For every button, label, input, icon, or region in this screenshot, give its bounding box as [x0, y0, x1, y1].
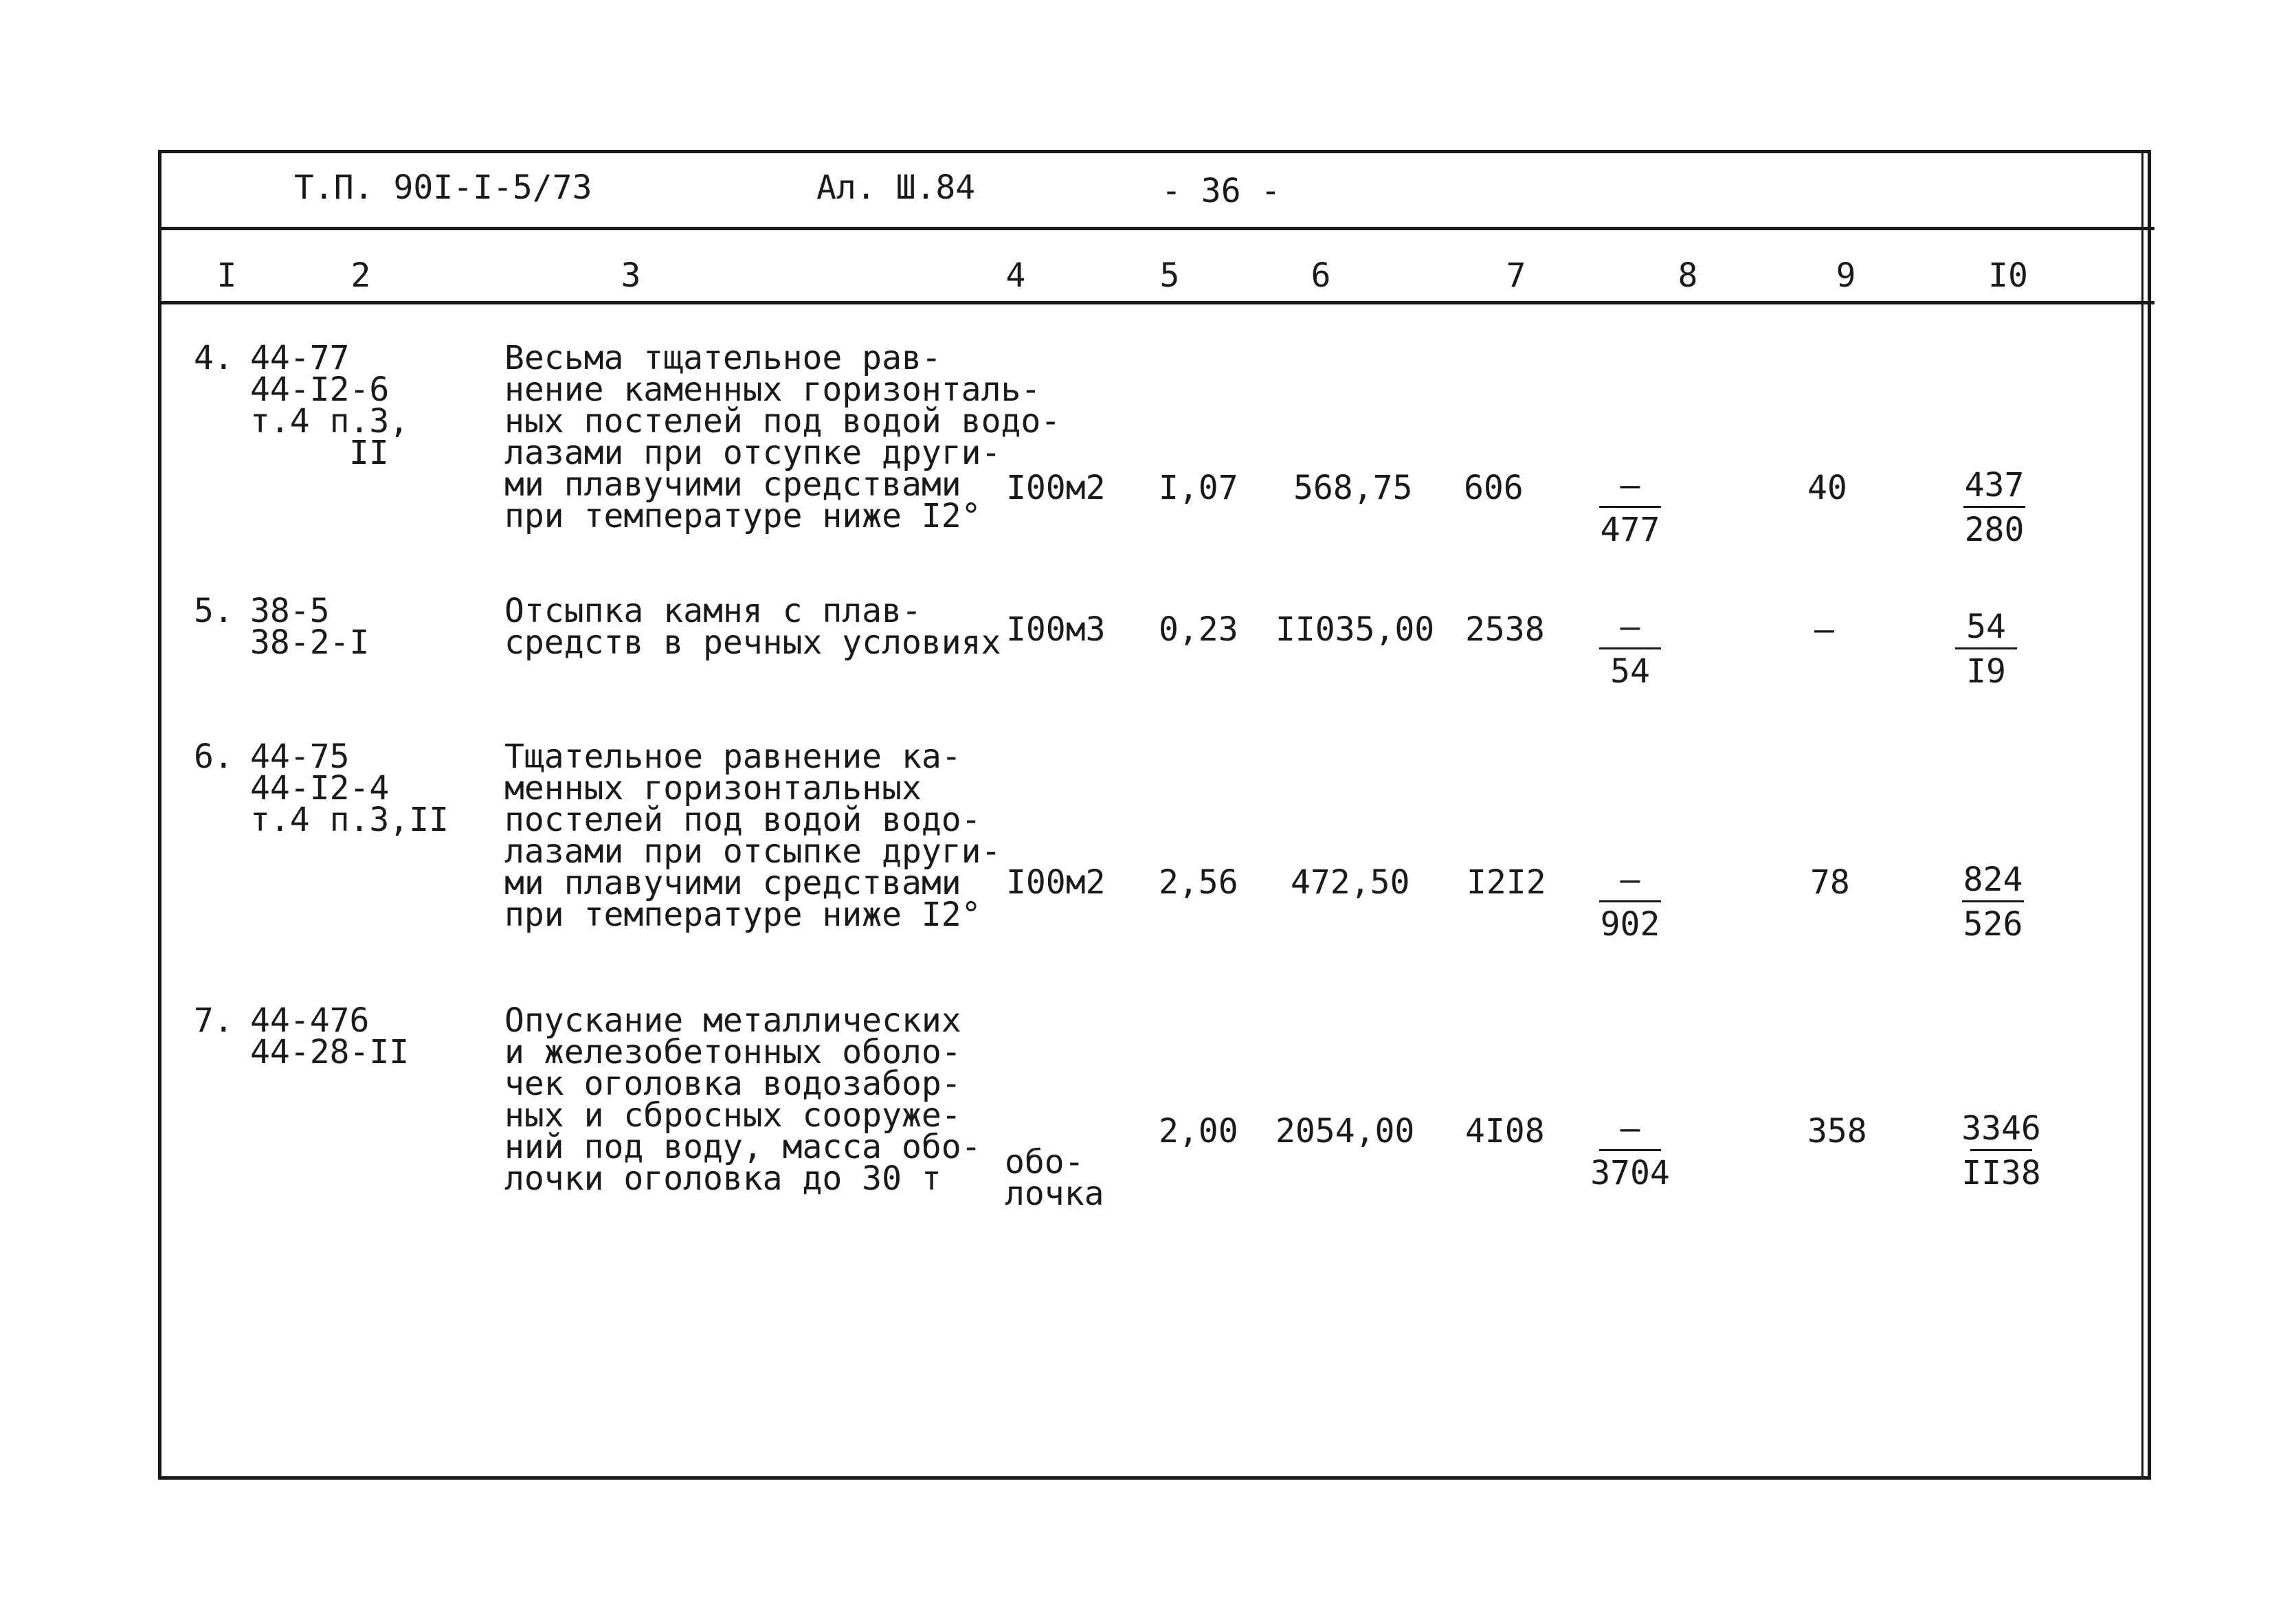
row-index: 6.	[194, 737, 234, 776]
quantity: 0,23	[1159, 610, 1238, 649]
column-8-fraction	[1589, 1111, 1671, 1191]
work-description-line: и железобетонных оболо-	[504, 1033, 961, 1071]
column-number: 8	[1678, 256, 1698, 295]
unit-price: 568,75	[1293, 469, 1413, 507]
work-description-line: при температуре ниже I2°	[504, 497, 981, 535]
norm-code: 44-28-II	[250, 1033, 410, 1071]
work-description-line: нение каменных горизонталь-	[504, 370, 1041, 409]
column-number: I0	[1988, 256, 2028, 295]
fraction-bar	[1963, 506, 2025, 508]
norm-code: 44-I2-4	[250, 769, 390, 808]
norm-code: 38-2-I	[250, 623, 370, 662]
fraction-denominator: 280	[1964, 511, 2025, 549]
work-description-line: ных постелей под водой водо-	[504, 402, 1061, 441]
fraction-numerator: –	[1620, 466, 1640, 504]
document-sheet	[158, 150, 2151, 1480]
quantity: 2,56	[1159, 863, 1238, 902]
row-index: 4.	[194, 339, 234, 377]
norm-code: т.4 п.3,II	[250, 801, 449, 839]
fraction-denominator: 3704	[1590, 1154, 1670, 1192]
column-9-value: 78	[1810, 863, 1850, 902]
column-number: 5	[1159, 256, 1180, 295]
fraction-numerator: 3346	[1961, 1109, 2041, 1148]
work-description-line: постелей под водой водо-	[504, 801, 981, 839]
column-8-fraction	[1589, 862, 1671, 942]
unit-of-measure: I00м3	[1006, 610, 1106, 649]
fraction-bar	[1599, 1149, 1661, 1151]
work-description-line: лазами при отсыпке други-	[504, 832, 1001, 871]
fraction-numerator: 437	[1964, 466, 2025, 504]
fraction-numerator: 824	[1963, 860, 2023, 899]
column-number: 2	[350, 256, 371, 295]
sheet-right-border	[2141, 153, 2143, 1476]
fraction-numerator: –	[1620, 860, 1640, 899]
norm-code: II	[349, 434, 389, 472]
total-cost: I2I2	[1467, 863, 1546, 902]
column-number: 4	[1005, 256, 1026, 295]
work-description-line: чек оголовка водозабор-	[504, 1065, 961, 1103]
total-cost: 606	[1464, 469, 1524, 507]
work-description-line: лазами при отсупке други-	[504, 434, 1001, 472]
work-description-line: менных горизонтальных	[504, 769, 922, 808]
norm-code: 44-476	[250, 1001, 370, 1040]
fraction-bar	[1962, 900, 2024, 902]
fraction-numerator: –	[1620, 608, 1640, 646]
column-9-value: –	[1814, 610, 1834, 649]
norm-code: 44-75	[250, 737, 350, 776]
work-description-line: ми плавучими средствами	[504, 465, 961, 504]
quantity: 2,00	[1159, 1112, 1238, 1150]
fraction-bar	[1599, 900, 1661, 902]
column-number: 3	[621, 256, 641, 295]
column-9-value: 40	[1807, 469, 1847, 507]
fraction-numerator: 54	[1966, 608, 2006, 646]
norm-code: 44-I2-6	[250, 370, 390, 409]
unit-price: II035,00	[1276, 610, 1435, 649]
work-description-line: ных и сбросных сооруже-	[504, 1096, 961, 1135]
work-description-line: лочки оголовка до 30 т	[504, 1159, 942, 1198]
fraction-denominator: 54	[1610, 652, 1650, 691]
norm-code: 38-5	[250, 592, 330, 630]
total-cost: 2538	[1465, 610, 1545, 649]
column-9-value: 358	[1807, 1112, 1867, 1150]
fraction-denominator: II38	[1961, 1154, 2041, 1192]
column-number: 6	[1311, 256, 1331, 295]
column-number: 9	[1836, 256, 1856, 295]
fraction-denominator: 526	[1963, 905, 2023, 944]
fraction-bar	[1955, 647, 2017, 649]
work-description-line: при температуре ниже I2°	[504, 896, 981, 934]
work-description-line: Отсыпка камня с плав-	[504, 592, 922, 630]
header-divider	[158, 227, 2154, 230]
work-description-line: средств в речных условиях	[504, 623, 1001, 662]
work-description-line: Весьма тщательное рав-	[504, 339, 942, 377]
column-10-fraction	[1952, 862, 2034, 942]
norm-code: 44-77	[250, 339, 350, 377]
column-numbers-divider	[158, 301, 2154, 304]
row-index: 5.	[194, 592, 234, 630]
work-description-line: ми плавучими средствами	[504, 864, 961, 902]
work-description-line: Тщательное равнение ка-	[504, 737, 961, 776]
column-8-fraction	[1589, 609, 1671, 689]
norm-code: т.4 п.3,	[250, 402, 410, 441]
fraction-denominator: 477	[1600, 511, 1660, 549]
column-number: I	[216, 256, 237, 295]
fraction-bar	[1599, 647, 1661, 649]
row-index: 7.	[194, 1001, 234, 1040]
unit-of-measure: I00м2	[1006, 863, 1106, 902]
project-code: Т.П. 90I-I-5/73	[294, 168, 592, 207]
work-description-line: Опускание металлических	[504, 1001, 961, 1040]
unit-of-measure: обо- лочка	[1005, 1143, 1104, 1213]
unit-price: 2054,00	[1276, 1112, 1415, 1150]
page-number: - 36 -	[1161, 172, 1281, 210]
unit-price: 472,50	[1291, 863, 1410, 902]
fraction-bar	[1970, 1149, 2032, 1151]
column-8-fraction	[1589, 467, 1671, 548]
column-10-fraction	[1945, 609, 2027, 689]
total-cost: 4I08	[1465, 1112, 1545, 1150]
work-description-line: ний под воду, масса обо-	[504, 1128, 981, 1166]
album-number: Ал. Ш.84	[816, 168, 976, 207]
column-number: 7	[1506, 256, 1526, 295]
column-10-fraction	[1960, 1111, 2042, 1191]
fraction-bar	[1599, 506, 1661, 508]
unit-of-measure: I00м2	[1006, 469, 1106, 507]
quantity: I,07	[1159, 469, 1238, 507]
fraction-numerator: –	[1620, 1109, 1640, 1148]
fraction-denominator: I9	[1966, 652, 2006, 691]
column-10-fraction	[1953, 467, 2036, 548]
fraction-denominator: 902	[1600, 905, 1660, 944]
